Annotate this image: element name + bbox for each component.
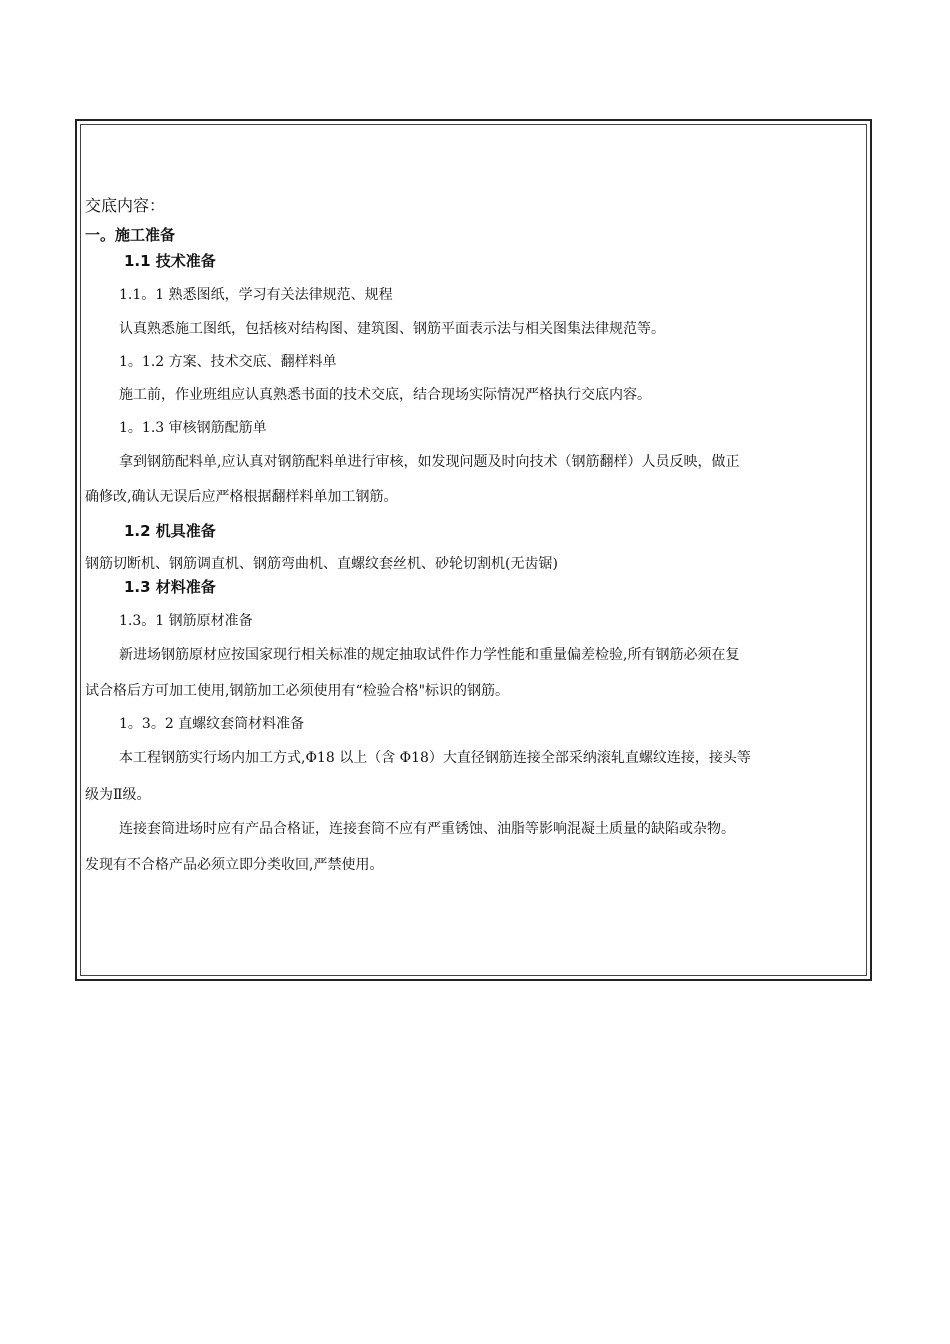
paragraph-line: 新进场钢筋原材应按国家现行相关标准的规定抽取试件作力学性能和重量偏差检验,所有钢筋必须在复 bbox=[119, 647, 740, 663]
paragraph-line: 本工程钢筋实行场内加工方式,Φ18 以上（含 Φ18）大直径钢筋连接全部采纳滚轧直螺纹连接，接头等 bbox=[119, 750, 751, 766]
paragraph-line: 施工前，作业班组应认真熟悉书面的技术交底，结合现场实际情况严格执行交底内容。 bbox=[119, 387, 651, 403]
paragraph-line: 认真熟悉施工图纸，包括核对结构图、建筑图、钢筋平面表示法与相关图集法律规范等。 bbox=[119, 321, 665, 337]
subsection-title-equipment: 1.2 机具准备 bbox=[124, 522, 216, 540]
subsection-title-materials: 1.3 材料准备 bbox=[124, 578, 216, 596]
item-title-plan: 1。1.2 方案、技术交底、翻样料单 bbox=[119, 354, 337, 370]
paragraph-line: 钢筋切断机、钢筋调直机、钢筋弯曲机、直螺纹套丝机、砂轮切割机(无齿锯) bbox=[85, 556, 558, 572]
intro-label: 交底内容： bbox=[85, 196, 166, 215]
item-title-rebar: 1.3。1 钢筋原材准备 bbox=[119, 613, 253, 629]
item-title-drawings: 1.1。1 熟悉图纸，学习有关法律规范、规程 bbox=[119, 287, 393, 303]
paragraph-line: 发现有不合格产品必须立即分类收回,严禁使用。 bbox=[85, 857, 384, 873]
item-title-review: 1。1.3 审核钢筋配筋单 bbox=[119, 420, 267, 436]
subsection-title-tech: 1.1 技术准备 bbox=[124, 252, 216, 270]
paragraph-line: 拿到钢筋配料单,应认真对钢筋配料单进行审核，如发现问题及时向技术（钢筋翻样）人员反映，做正 bbox=[119, 454, 740, 470]
paragraph-line: 连接套筒进场时应有产品合格证，连接套筒不应有严重锈蚀、油脂等影响混凝土质量的缺陷或杂物。 bbox=[119, 821, 735, 837]
paragraph-line: 级为Ⅱ级。 bbox=[85, 787, 151, 803]
item-title-sleeve: 1。3。2 直螺纹套筒材料准备 bbox=[119, 716, 305, 732]
section-title: 一。施工准备 bbox=[85, 226, 176, 244]
document-frame bbox=[75, 119, 872, 981]
paragraph-line: 确修改,确认无误后应严格根据翻样料单加工钢筋。 bbox=[85, 489, 398, 505]
paragraph-line: 试合格后方可加工使用,钢筋加工必须使用有“检验合格"标识的钢筋。 bbox=[85, 683, 510, 699]
